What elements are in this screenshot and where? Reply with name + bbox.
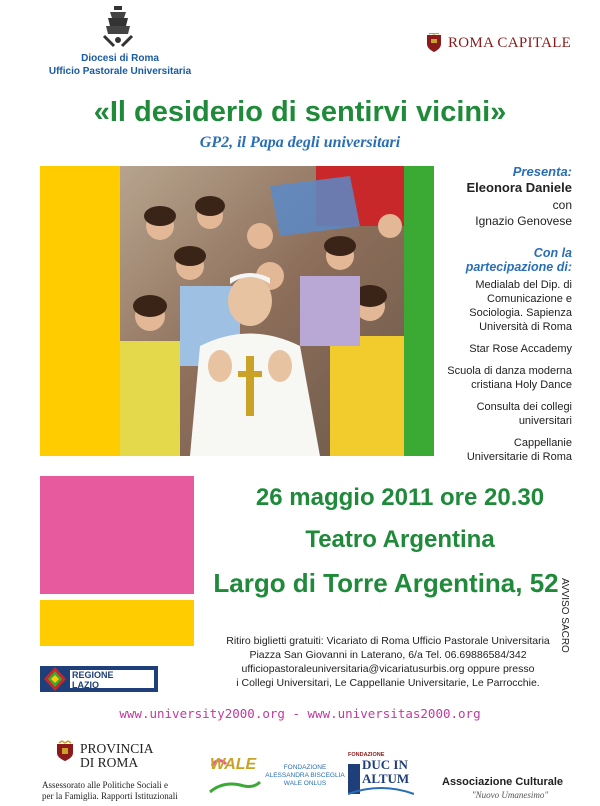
list-item <box>422 400 572 428</box>
fondazione-wale-label <box>262 764 348 788</box>
list-item <box>422 436 572 464</box>
copresenter-name: Ignazio Genovese <box>475 214 572 228</box>
papal-emblem-icon <box>96 4 140 48</box>
list-item <box>422 278 572 334</box>
info-line: i Collegi Universitari, Le Cappellanie Universitarie, Le Parrocchie. <box>236 677 540 689</box>
partecipazione-heading <box>422 246 572 274</box>
pope-with-students-photo <box>120 166 404 456</box>
regione-lazio-text <box>72 670 114 690</box>
fondazione-line1: FONDAZIONE <box>283 764 327 771</box>
list-item <box>422 364 572 392</box>
list-item-line: cristiana Holy Dance <box>471 379 572 391</box>
websites-link[interactable]: www.university2000.org - www.universitas2000.org <box>119 706 481 721</box>
list-item-line: universitari <box>518 415 572 427</box>
list-item-line: Sociologia. Sapienza <box>469 307 572 319</box>
con-label: con <box>552 198 572 212</box>
roma-capitale-logo <box>426 32 571 54</box>
info-line: Ritiro biglietti gratuiti: Vicariato di Roma Ufficio Pastorale Universitaria <box>226 635 550 647</box>
duc-in-altum-text <box>362 758 409 786</box>
duc-in-altum-line2: ALTUM <box>362 771 410 786</box>
partecipazione-heading-line1: Con la <box>533 246 572 260</box>
associazione-subtitle: "Nuovo Umanesimo" <box>471 790 549 800</box>
wale-text: WALE <box>210 756 257 773</box>
ticket-info <box>196 634 580 690</box>
list-item-line: Universitarie di Roma <box>466 451 572 463</box>
fondazione-line3: WALE ONLUS <box>283 780 327 787</box>
info-email[interactable]: ufficiopastoraleuniversitaria@vicariatusurbis.org oppure presso <box>241 663 535 675</box>
roma-shield-icon <box>426 33 442 53</box>
avviso-sacro-label: AVVISO SACRO <box>559 578 570 653</box>
fondazione-line2: ALESSANDRA BISCEGLIA <box>265 772 345 779</box>
yellow-block-bottom <box>40 600 194 646</box>
diocesi-line2: Ufficio Pastorale Universitaria <box>48 66 192 77</box>
presenter-name: Eleonora Daniele <box>466 180 572 195</box>
event-address: Largo di Torre Argentina, 52 <box>213 568 559 598</box>
list-item-line: Cappellanie <box>513 437 572 449</box>
regione-line2: LAZIO <box>72 680 99 690</box>
partecipazione-list <box>422 278 572 472</box>
info-line: Piazza San Giovanni in Laterano, 6/a Tel. 06.69886584/342 <box>249 649 527 661</box>
list-item-line: Scuola di danza moderna <box>447 365 572 377</box>
provincia-line1: PROVINCIA <box>80 741 154 756</box>
event-date: 26 maggio 2011 ore 20.30 <box>255 484 545 511</box>
duc-in-altum-line1: DUC IN <box>362 757 408 772</box>
provincia-emblem-icon <box>56 740 74 762</box>
subtitle: GP2, il Papa degli universitari <box>199 134 401 151</box>
yellow-block-top <box>40 166 120 456</box>
list-item-line: Medialab del Dip. di <box>475 279 572 291</box>
diocesi-line1: Diocesi di Roma <box>81 53 159 64</box>
provincia-sub-line2: per la Famiglia. Rapporti Istituzionali <box>42 791 178 801</box>
roma-capitale-text: ROMA CAPITALE <box>448 34 572 51</box>
provincia-subtitle <box>42 780 202 802</box>
pink-block <box>40 476 194 594</box>
regione-line1: REGIONE <box>72 670 114 680</box>
duc-in-altum-top: FONDAZIONE <box>348 752 385 758</box>
diocesi-label <box>40 52 200 78</box>
provincia-sub-line1: Assessorato alle Politiche Sociali e <box>42 780 168 790</box>
list-item-line: Comunicazione e <box>487 293 572 305</box>
partecipazione-heading-line2: partecipazione di: <box>465 260 572 274</box>
list-item-line: Star Rose Accademy <box>469 343 572 355</box>
list-item-line: Consulta dei collegi <box>476 401 572 413</box>
main-title: «Il desiderio di sentirvi vicini» <box>93 96 507 128</box>
provincia-line2: DI ROMA <box>80 755 139 770</box>
provincia-label <box>80 742 154 770</box>
list-item-line: Università di Roma <box>479 321 572 333</box>
event-venue: Teatro Argentina <box>305 526 495 553</box>
list-item <box>422 342 572 356</box>
associazione-label: Associazione Culturale <box>442 776 564 788</box>
presenta-heading: Presenta: <box>512 164 572 179</box>
